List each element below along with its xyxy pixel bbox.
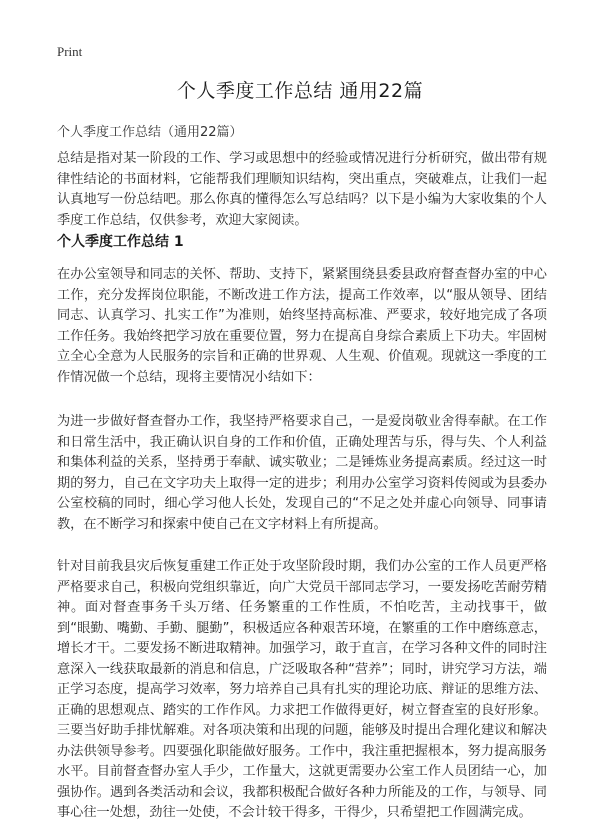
intro-paragraph: 总结是指对某一阶段的工作、学习或思想中的经验或情况进行分析研究，做出带有规律性结论的书面材料，它能帮我们理顺知识结构，突出重点，突破难点，让我们一起认真地写一份总结吧。那么你真的懂得怎么写总结吗？以下是小编为大家收集的个人季度工作总结，仅供参考，欢迎大家阅读。 xyxy=(57,151,547,228)
print-label[interactable]: Print xyxy=(57,44,83,59)
document-title: 个人季度工作总结 通用22篇 xyxy=(176,80,424,102)
body-paragraph-3: 针对目前我县灾后恢复重建工作正处于攻坚阶段时期，我们办公室的工作人员更严格严格要求自己，积极向党组织靠近，向广大党员干部同志学习，一要发扬吃苦耐劳精神。面对督查事务千头万绪、任务繁重的工作性质，不怕吃苦，主动找事干，做到“眼勤、嘴勤、手勤、腿勤”，积极适应各种艰苦环境，在繁重的工作中磨练意志，增长才干。二要发扬不断进取精神。加强学习，敢于直言，在学习各种文件的同时注意深入一线获取最新的消息和信息，广泛吸取各种“营养”；同时，讲究学习方法，端正学习态度，提高学习效率，努力培养自己具有扎实的理论功底、辩证的思维方法、正确的思想观点、踏实的工作作风。力求把工作做得更好，树立督查室的良好形象。三要当好助手排忧解难。对各项决策和出现的问题，能够及时提出合理化建议和解决办法供领导参考。四要强化职能做好服务。工作中，我注重把握根本，努力提高服务水平。目前督查督办室人手少，工作量大，这就更需要办公室工作人员团结一心，加强协作。遇到各类活动和会议，我都积极配合做好各种力所能及的工作，与领导、同事心往一处想，劲往一处使，不会计较干得多，干得少，只希望把工作圆满完成。 xyxy=(57,559,547,820)
body-paragraph-1: 在办公室领导和同志的关怀、帮助、支持下，紧紧围绕县委县政府督查督办室的中心工作，充分发挥岗位职能，不断改进工作方法，提高工作效率，以“服从领导、团结同志、认真学习、扎实工作”为准则，始终坚持高标准、严要求，较好地完成了各项工作任务。我始终把学习放在重要位置，努力在提高自身综合素质上下功夫。牢固树立全心全意为人民服务的宗旨和正确的世界观、人生观、价值观。现就这一季度的工作情况做一个总结，现将主要情况小结如下： xyxy=(57,267,547,385)
body-paragraph-2: 为进一步做好督查督办工作，我坚持严格要求自己，一是爱岗敬业舍得奉献。在工作和日常生活中，我正确认识自身的工作和价值，正确处理苦与乐，得与失、个人利益和集体利益的关系，坚持勇于奉献、诚实敬业；二是锤炼业务提高素质。经过这一时期的努力，自己在文字功夫上取得一定的进步；利用办公室学习资料传阅或为县委办公室校稿的同时，细心学习他人长处，发现自己的“不足之处并虚心向领导、同事请教，在不断学习和探索中使自己在文字材料上有所提高。 xyxy=(57,414,547,532)
document-subtitle: 个人季度工作总结（通用22篇） xyxy=(57,125,243,140)
section-heading: 个人季度工作总结 1 xyxy=(57,234,184,250)
